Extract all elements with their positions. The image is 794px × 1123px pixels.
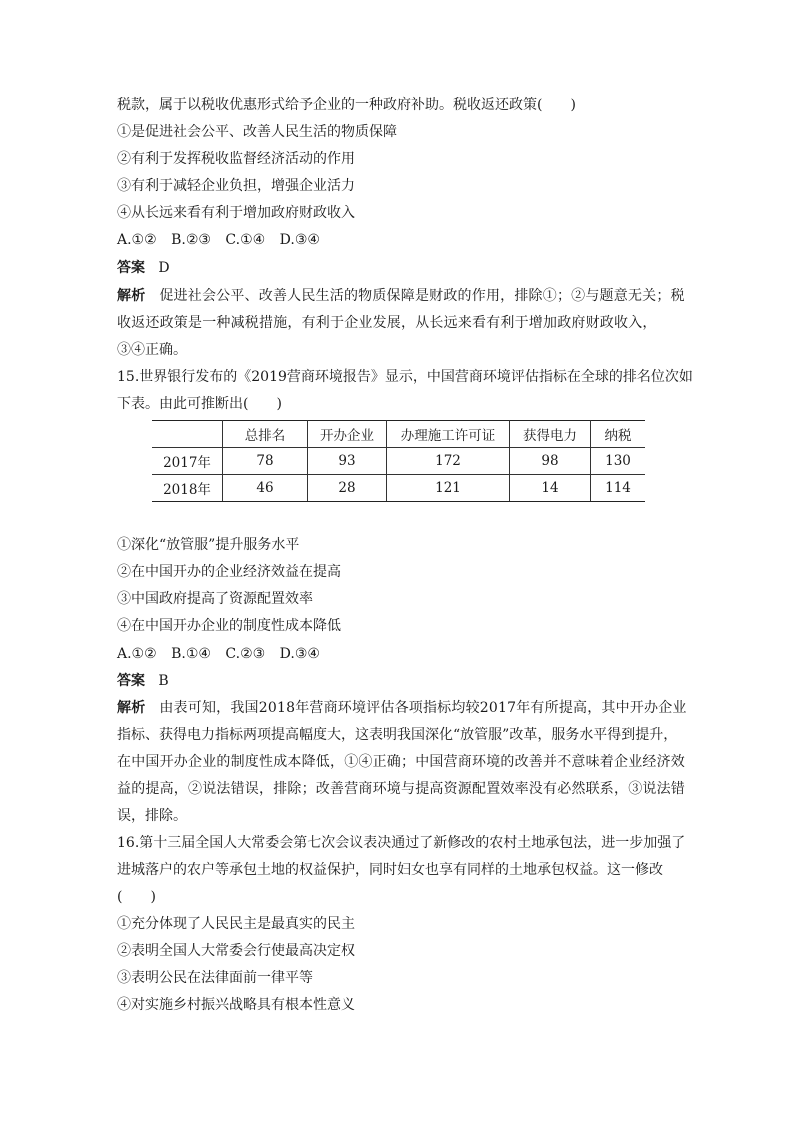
table-header-row [152, 421, 645, 448]
answer-label: 答案 [117, 260, 145, 276]
table-cell: 93 [308, 448, 387, 475]
q16-option-3: ③表明公民在法律面前一律平等 [117, 970, 313, 986]
q16-stem-line-3: ( ) [117, 889, 156, 905]
table-header-cell: 纳税 [591, 421, 646, 448]
table-cell: 14 [510, 475, 591, 502]
q14-analysis-line-3: ③④正确。 [117, 342, 187, 358]
q15-choice-c: C.②③ [225, 646, 266, 662]
q15-option-3: ③中国政府提高了资源配置效率 [117, 591, 313, 607]
table-header-cell: 获得电力 [510, 421, 591, 448]
q14-stem: 税款，属于以税收优惠形式给予企业的一种政府补助。税收返还政策( ) [117, 97, 576, 113]
q14-option-4: ④从长远来看有利于增加政府财政收入 [117, 205, 355, 221]
table-cell: 46 [223, 475, 308, 502]
q15-choice-d: D.③④ [279, 646, 320, 662]
q14-choices [117, 230, 330, 250]
ranking-table [152, 420, 645, 502]
table-header-cell: 总排名 [223, 421, 308, 448]
analysis-label: 解析 [117, 288, 146, 304]
q15-choices [117, 644, 330, 664]
q14-option-2: ②有利于发挥税收监督经济活动的作用 [117, 151, 355, 167]
table-header-cell: 办理施工许可证 [387, 421, 510, 448]
q15-analysis-line-2: 指标、获得电力指标两项提高幅度大，这表明我国深化“放管服”改革，服务水平得到提升， [117, 727, 678, 743]
table-header-cell: 开办企业 [308, 421, 387, 448]
q14-choice-a: A.①② [117, 232, 157, 248]
q15-analysis-line-1 [117, 698, 687, 718]
table-row [152, 475, 645, 502]
q15-option-4: ④在中国开办企业的制度性成本降低 [117, 618, 341, 634]
answer-label: 答案 [117, 673, 145, 689]
q14-choice-c: C.①④ [225, 232, 266, 248]
q15-stem-line-2: 下表。由此可推断出( ) [117, 396, 282, 412]
table-cell: 78 [223, 448, 308, 475]
q15-answer-value: B [158, 673, 169, 689]
q14-choice-b: B.②③ [171, 232, 211, 248]
q15-analysis-line-3: 在中国开办企业的制度性成本降低，①④正确；中国营商环境的改善并不意味着企业经济效 [117, 754, 685, 770]
q15-analysis-line-4: 益的提高，②说法错误，排除；改善营商环境与提高资源配置效率没有必然联系，③说法错 [117, 781, 685, 797]
q16-option-4: ④对实施乡村振兴战略具有根本性意义 [117, 997, 355, 1013]
analysis-label: 解析 [117, 700, 146, 716]
table-row [152, 448, 645, 475]
q15-option-2: ②在中国开办的企业经济效益在提高 [117, 564, 341, 580]
table-cell: 114 [591, 475, 646, 502]
q14-option-3: ③有利于减轻企业负担，增强企业活力 [117, 178, 355, 194]
table-cell: 121 [387, 475, 510, 502]
q14-analysis-line-1 [117, 286, 685, 306]
q14-choice-d: D.③④ [279, 232, 320, 248]
q15-answer [117, 671, 169, 691]
q14-option-1: ①是促进社会公平、改善人民生活的物质保障 [117, 124, 397, 140]
q15-analysis-text-1: 由表可知，我国2018年营商环境评估各项指标均较2017年有所提高，其中开办企业 [159, 700, 687, 716]
q15-stem-line-1: 15.世界银行发布的《2019营商环境报告》显示，中国营商环境评估指标在全球的排名位次如 [117, 369, 693, 385]
q14-answer [117, 258, 170, 278]
q15-choice-b: B.①④ [171, 646, 211, 662]
q14-answer-value: D [158, 260, 170, 276]
table-cell: 98 [510, 448, 591, 475]
q16-option-1: ①充分体现了人民民主是最真实的民主 [117, 916, 355, 932]
table-cell: 2017年 [152, 448, 223, 475]
q15-analysis-line-5: 误，排除。 [117, 808, 187, 824]
table-cell: 28 [308, 475, 387, 502]
table-cell: 172 [387, 448, 510, 475]
q14-analysis-line-2: 收返还政策是一种减税措施，有利于企业发展，从长远来看有利于增加政府财政收入， [117, 315, 657, 331]
q16-stem-line-2: 进城落户的农户等承包土地的权益保护，同时妇女也享有同样的土地承包权益。这一修改 [117, 862, 663, 878]
table-cell: 2018年 [152, 475, 223, 502]
table-cell: 130 [591, 448, 646, 475]
q15-choice-a: A.①② [117, 646, 157, 662]
q16-stem-line-1: 16.第十三届全国人大常委会第七次会议表决通过了新修改的农村土地承包法，进一步加强了 [117, 835, 686, 851]
q16-option-2: ②表明全国人大常委会行使最高决定权 [117, 943, 355, 959]
q14-analysis-text-1: 促进社会公平、改善人民生活的物质保障是财政的作用，排除①；②与题意无关；税 [159, 288, 685, 304]
q15-option-1: ①深化“放管服”提升服务水平 [117, 537, 300, 553]
table-header-cell [152, 421, 223, 448]
